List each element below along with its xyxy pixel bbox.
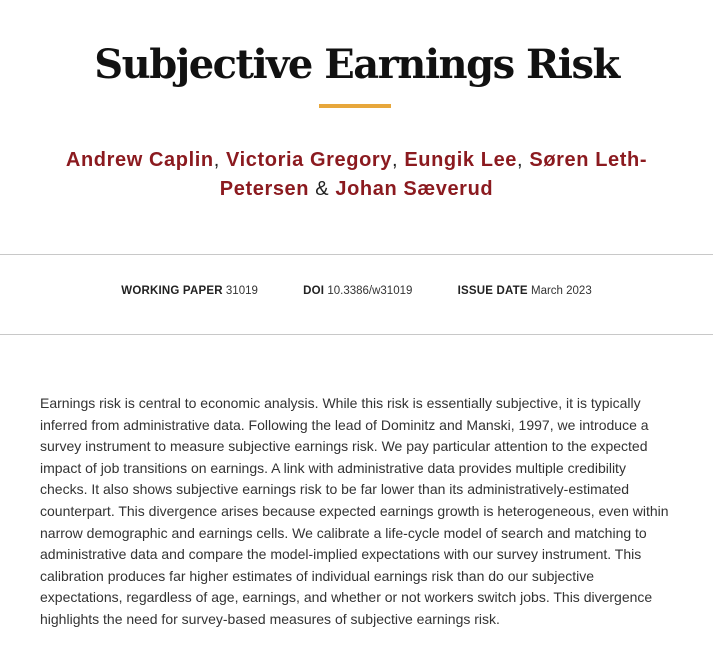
divider-top xyxy=(0,254,713,255)
doi-link[interactable]: 10.3386/w31019 xyxy=(327,285,413,297)
issue-date-value: March 2023 xyxy=(530,285,592,297)
doi-info xyxy=(303,285,412,297)
author-link-leth-petersen[interactable]: Søren Leth-Petersen xyxy=(219,149,648,200)
author-link-caplin[interactable]: Andrew Caplin xyxy=(65,149,214,171)
working-paper-info xyxy=(121,285,258,297)
doi-label: DOI xyxy=(303,285,325,297)
issue-date-info xyxy=(458,285,592,297)
working-paper-number: 31019 xyxy=(225,285,258,297)
author-separator: , xyxy=(517,149,530,171)
author-separator: , xyxy=(392,149,405,171)
issue-date-label: ISSUE DATE xyxy=(457,285,528,297)
author-separator: & xyxy=(309,178,336,200)
author-list xyxy=(40,146,673,204)
author-link-lee[interactable]: Eungik Lee xyxy=(404,149,518,171)
divider-bottom xyxy=(0,334,713,335)
author-separator: , xyxy=(213,149,227,171)
paper-metadata xyxy=(0,285,713,297)
paper-title: Subjective Earnings Risk xyxy=(94,40,619,88)
abstract-text: Earnings risk is central to economic analysis. While this risk is essentially subjective, it is typically inferred from administrative data. Following the lead of Dominitz and Manski, 1997, we introduce a survey instrument to measure subjective earnings risk. We pay particular attention to the expected impact of job transitions on earnings. A link with administrative data provides multiple credibility checks. It also shows subjective earnings risk to be far lower than its administratively-estimated counterpart. This divergence arises because expected earnings growth is heterogeneous, even within narrow demographic and earnings cells. We calibrate a life-cycle model of search and matching to administrative data and compare the model-implied expectations with our survey instrument. This calibration produces far higher estimates of individual earnings risk than do our subjective expectations, regardless of age, earnings, and whether or not workers switch jobs. This divergence highlights the need for survey-based measures of subjective earnings risk. xyxy=(40,395,669,627)
title-accent-bar xyxy=(319,104,391,108)
author-link-saeverud[interactable]: Johan Sæverud xyxy=(335,178,494,200)
author-link-gregory[interactable]: Victoria Gregory xyxy=(226,149,393,171)
working-paper-label: WORKING PAPER xyxy=(121,285,223,297)
